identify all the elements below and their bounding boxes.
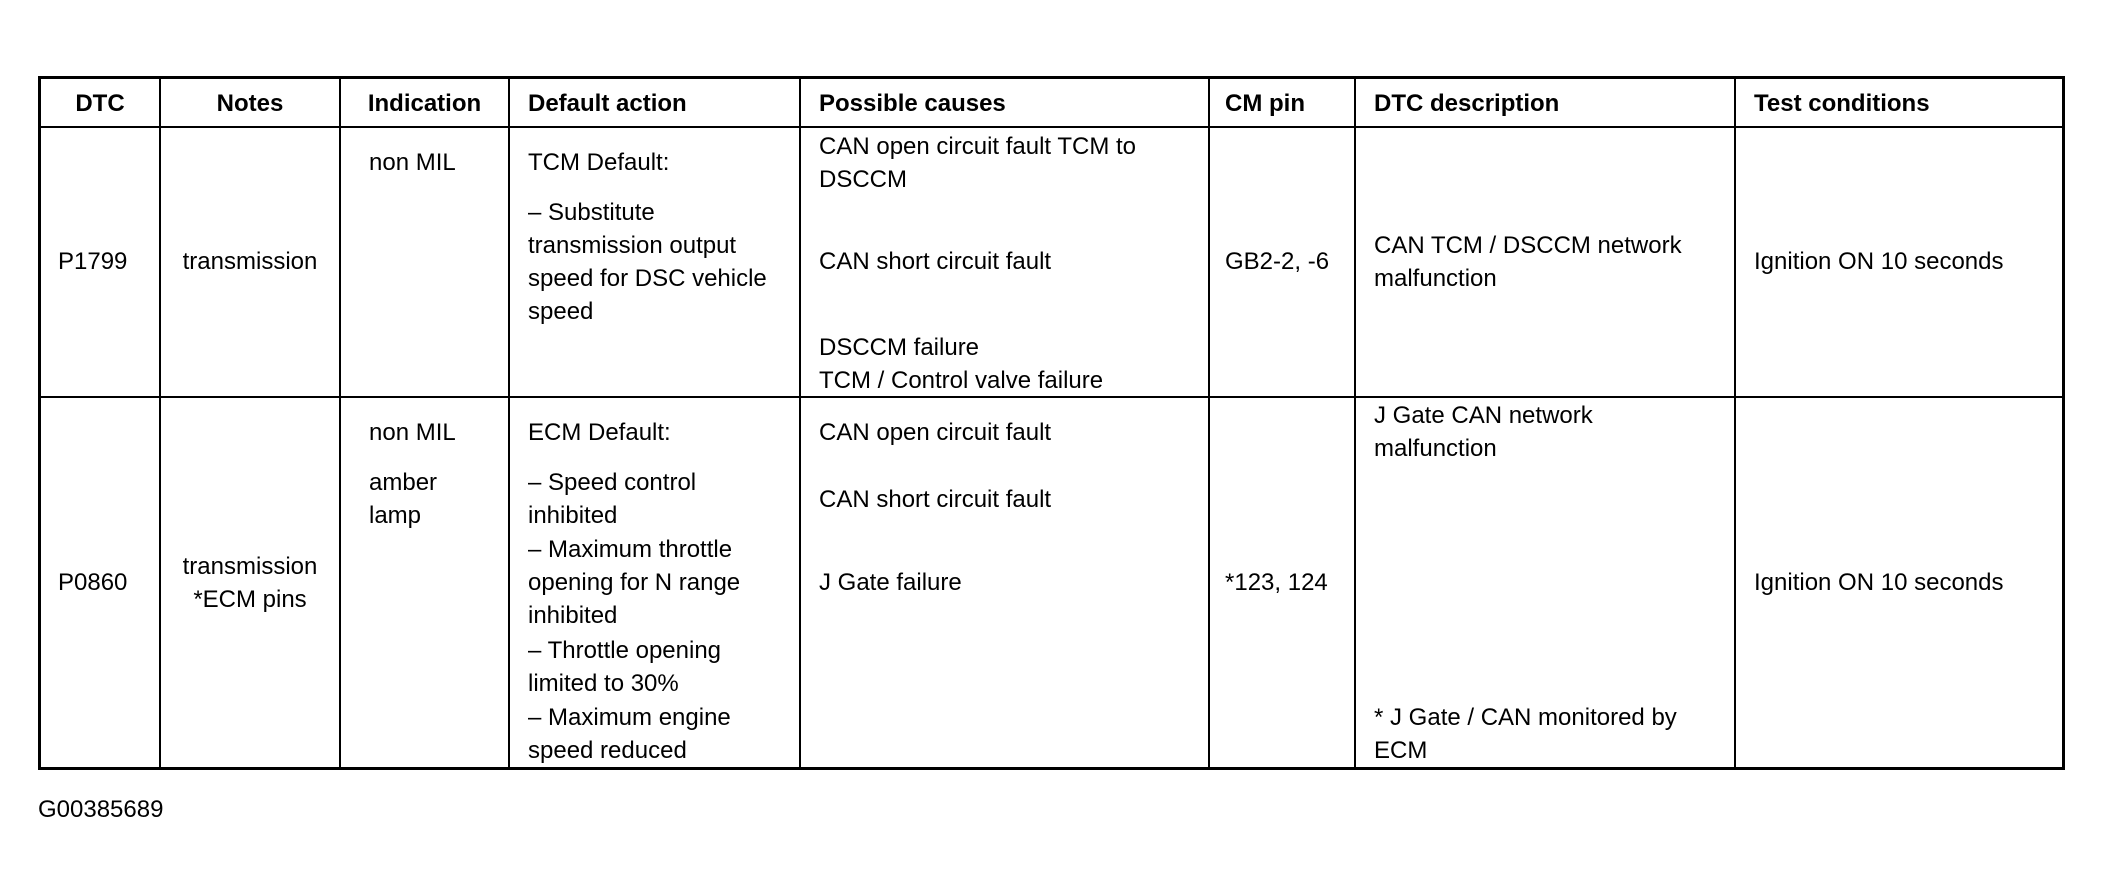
table-cell-default-action: – Maximum engine xyxy=(528,704,731,731)
table-cell-default-action: inhibited xyxy=(528,602,618,629)
header-cm-pin: CM pin xyxy=(1225,90,1305,117)
table-cell-dtc-description: malfunction xyxy=(1374,435,1497,462)
table-cell-dtc-description: J Gate CAN network xyxy=(1374,402,1593,429)
header-dtc-description: DTC description xyxy=(1374,90,1560,117)
table-cell-possible-cause: CAN open circuit fault xyxy=(819,419,1052,446)
table-cell-notes: transmission xyxy=(182,248,318,275)
table-cell-dtc-description: CAN TCM / DSCCM network xyxy=(1374,232,1682,259)
table-cell-possible-cause: DSCCM xyxy=(819,166,907,193)
table-cell-default-action: limited to 30% xyxy=(528,670,679,697)
table-cell-default-action: – Speed control xyxy=(528,469,697,496)
column-divider xyxy=(1208,79,1210,767)
table-cell-possible-cause: CAN short circuit fault xyxy=(819,486,1052,513)
table-cell-default-action: transmission output xyxy=(528,232,737,259)
table-cell-default-action: ECM Default: xyxy=(528,419,671,446)
table-cell-dtc: P0860 xyxy=(58,569,128,596)
table-cell-cm-pin: GB2-2, -6 xyxy=(1225,248,1330,275)
table-cell-notes: *ECM pins xyxy=(193,586,307,613)
table-cell-default-action: speed reduced xyxy=(528,737,687,764)
table-cell-indication: non MIL xyxy=(369,149,456,176)
table-cell-dtc-description: ECM xyxy=(1374,737,1428,764)
table-cell-dtc-description: malfunction xyxy=(1374,265,1497,292)
header-default-action: Default action xyxy=(528,90,687,117)
table-cell-possible-cause: CAN open circuit fault TCM to xyxy=(819,133,1137,160)
table-cell-default-action: speed xyxy=(528,298,594,325)
column-divider xyxy=(339,79,341,767)
table-cell-indication: non MIL xyxy=(369,419,456,446)
table-cell-default-action: speed for DSC vehicle xyxy=(528,265,767,292)
header-notes: Notes xyxy=(216,90,284,117)
table-cell-indication: lamp xyxy=(369,502,422,529)
header-possible-causes: Possible causes xyxy=(819,90,1006,117)
table-cell-default-action: – Substitute xyxy=(528,199,655,226)
table-cell-default-action: – Throttle opening xyxy=(528,637,722,664)
table-cell-default-action: – Maximum throttle xyxy=(528,536,733,563)
table-cell-test-conditions: Ignition ON 10 seconds xyxy=(1754,569,2004,596)
column-divider xyxy=(508,79,510,767)
table-cell-notes: transmission xyxy=(182,553,318,580)
column-divider xyxy=(1354,79,1356,767)
table-cell-possible-cause: TCM / Control valve failure xyxy=(819,367,1104,394)
column-divider xyxy=(1734,79,1736,767)
header-dtc: DTC xyxy=(75,90,125,117)
table-cell-cm-pin: *123, 124 xyxy=(1225,569,1328,596)
header-test-conditions: Test conditions xyxy=(1754,90,1930,117)
table-cell-possible-cause: J Gate failure xyxy=(819,569,962,596)
table-cell-default-action: TCM Default: xyxy=(528,149,670,176)
dtc-table xyxy=(38,76,2065,770)
column-divider xyxy=(159,79,161,767)
table-cell-test-conditions: Ignition ON 10 seconds xyxy=(1754,248,2004,275)
figure-id: G00385689 xyxy=(38,796,164,823)
header-divider xyxy=(41,126,2062,128)
header-indication: Indication xyxy=(367,90,482,117)
table-cell-dtc-description: * J Gate / CAN monitored by xyxy=(1374,704,1677,731)
table-cell-default-action: inhibited xyxy=(528,502,618,529)
table-cell-possible-cause: CAN short circuit fault xyxy=(819,248,1052,275)
table-cell-possible-cause: DSCCM failure xyxy=(819,334,980,361)
column-divider xyxy=(799,79,801,767)
table-cell-indication: amber xyxy=(369,469,438,496)
table-cell-dtc: P1799 xyxy=(58,248,128,275)
table-cell-default-action: opening for N range xyxy=(528,569,741,596)
